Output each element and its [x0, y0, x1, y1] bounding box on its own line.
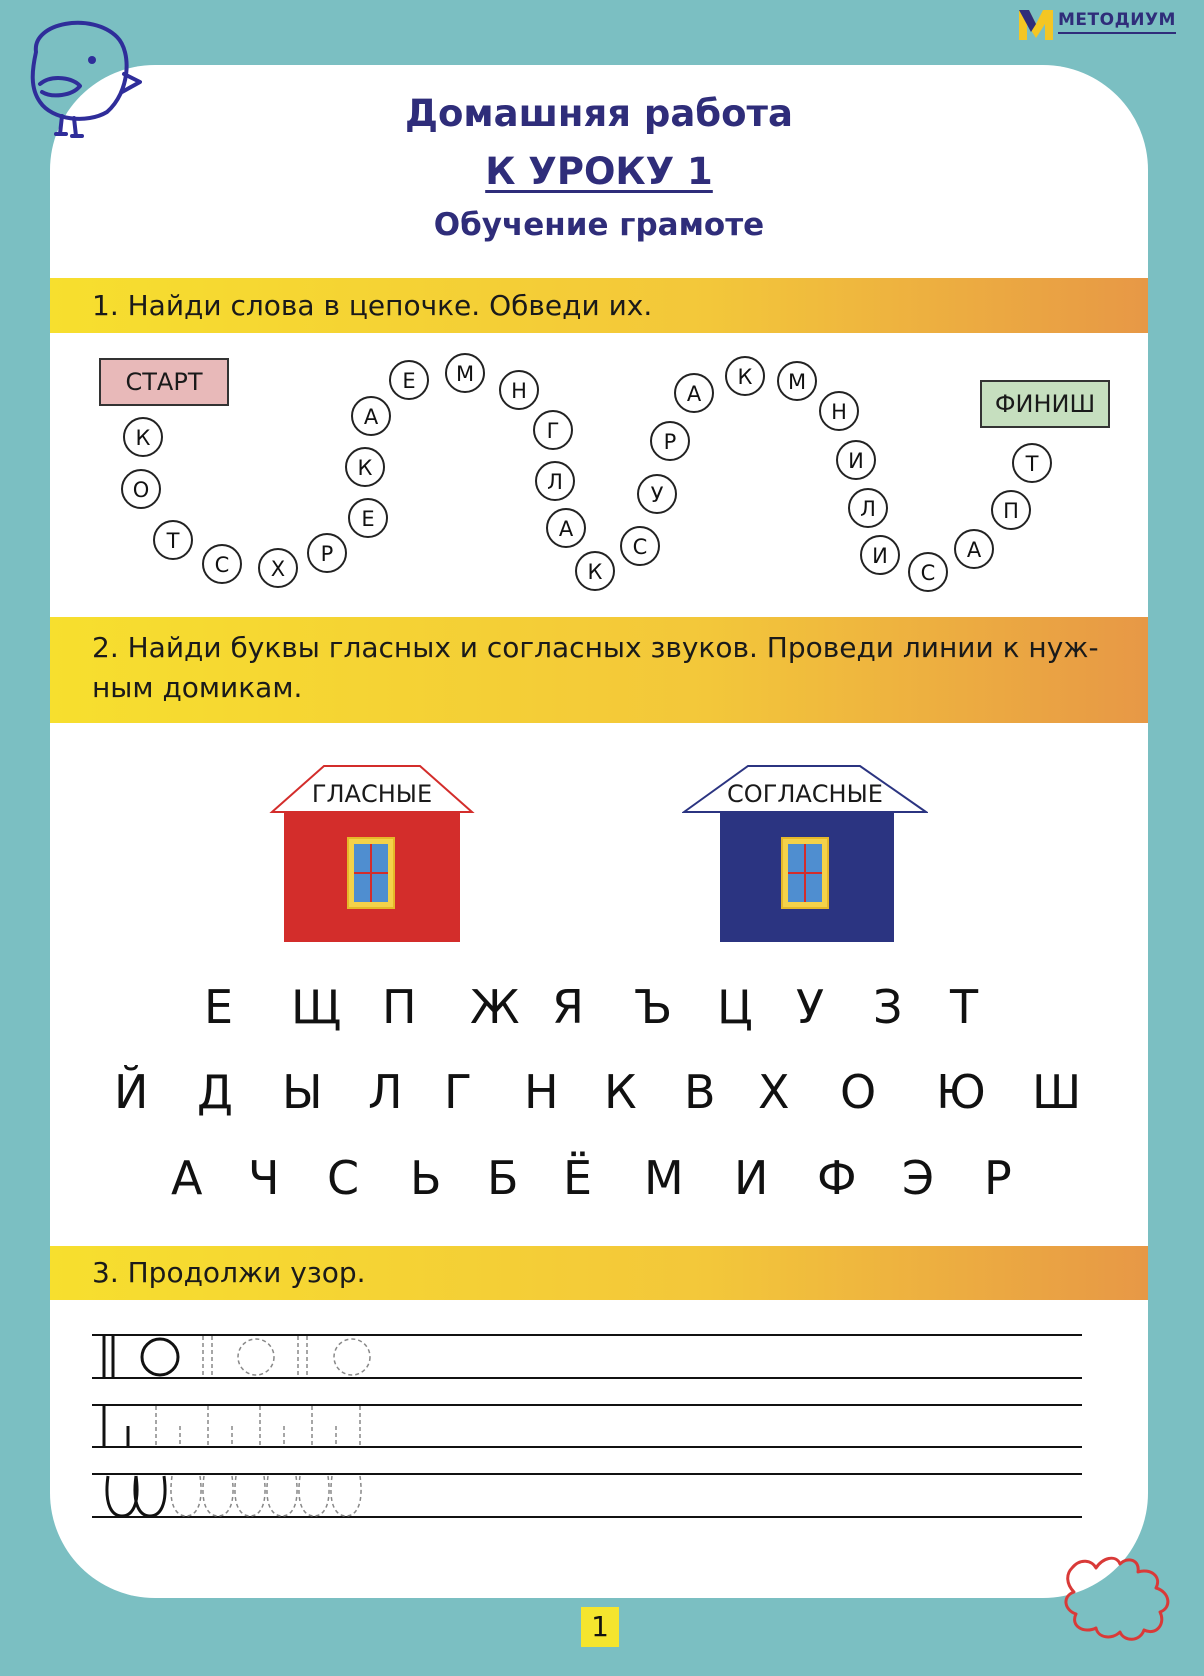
page-number: 1 [581, 1607, 619, 1647]
chain-letter: А [966, 538, 982, 562]
letter-item: Б [487, 1151, 519, 1205]
letter-item: У [796, 980, 825, 1034]
chain-letter: М [455, 362, 475, 386]
letter-item: Н [524, 1065, 559, 1119]
chain-letter: И [848, 449, 864, 473]
puzzle-icon [1062, 1548, 1178, 1644]
lesson-label: К УРОКУ 1 [485, 150, 713, 193]
chain-letter: С [632, 535, 648, 559]
chain-letter: О [132, 478, 150, 502]
chain-letter: Е [361, 507, 375, 531]
letter-item: Ы [282, 1065, 323, 1119]
letter-item: Ь [410, 1151, 442, 1205]
letter-item: Ю [936, 1065, 986, 1119]
letter-item: Х [758, 1065, 790, 1119]
chain-letter: Н [511, 379, 527, 403]
letter-item: Ц [717, 980, 753, 1034]
chain-letter: А [558, 517, 574, 541]
house-consonants-label: СОГЛАСНЫЕ [727, 780, 883, 808]
letter-item: Э [902, 1151, 935, 1205]
letter-item: Л [368, 1065, 403, 1119]
chain-letter: С [920, 561, 936, 585]
chain-letter: Н [831, 400, 847, 424]
chain-letter: К [587, 560, 603, 584]
chain-letter: М [787, 370, 807, 394]
page-title: Домашняя работа [405, 92, 793, 135]
letter-item: О [840, 1065, 877, 1119]
chain-letter: К [135, 426, 151, 450]
chain-letter: А [363, 405, 379, 429]
letter-item: Я [552, 980, 584, 1034]
chain-letter: И [872, 544, 888, 568]
letter-item: С [327, 1151, 360, 1205]
chain-letter: Х [270, 557, 286, 581]
letter-item: Ж [470, 980, 520, 1034]
start-label: СТАРТ [99, 358, 229, 406]
chain-letter: Р [663, 430, 677, 454]
task3-instruction: 3. Продолжи узор. [50, 1246, 1148, 1300]
chain-letter: А [686, 382, 702, 406]
pattern-row-2 [104, 1406, 128, 1446]
subject-heading: Обучение грамоте [433, 207, 765, 243]
house-vowels-label: ГЛАСНЫЕ [311, 780, 433, 808]
pattern-lines [0, 1300, 1204, 1530]
letter-item: Ъ [634, 980, 673, 1034]
letter-item: Е [204, 980, 234, 1034]
chain-letter: П [1003, 499, 1019, 523]
letter-item: З [873, 980, 903, 1034]
letter-chain [0, 0, 1204, 620]
letter-item: Ч [248, 1151, 280, 1205]
finish-label: ФИНИШ [980, 380, 1110, 428]
letter-item: М [644, 1151, 684, 1205]
chain-letter: Е [402, 369, 416, 393]
letter-item: Р [984, 1151, 1012, 1205]
chain-letter: Л [547, 470, 563, 494]
brand-name: МЕТОДИУМ [1058, 10, 1176, 34]
letter-item: Ё [563, 1151, 593, 1205]
chain-letter: Г [546, 419, 560, 443]
letter-item: Й [114, 1065, 149, 1119]
chain-letter: Л [860, 497, 876, 521]
task1-instruction: 1. Найди слова в цепочке. Обведи их. [50, 278, 1148, 333]
letter-item: В [684, 1065, 716, 1119]
task2-line2: ным домикам. [92, 671, 303, 704]
chain-letter: К [737, 365, 753, 389]
pattern-row-1 [104, 1336, 178, 1377]
task2-line1: 2. Найди буквы гласных и согласных звуков. Проведи линии к нуж- [92, 631, 1099, 664]
letter-item: А [171, 1151, 203, 1205]
chain-letter: К [357, 456, 373, 480]
letter-item: Ф [817, 1151, 857, 1205]
task2-instruction [50, 617, 1148, 723]
pattern-row-3 [107, 1476, 165, 1516]
chain-letter: У [650, 483, 664, 507]
letter-item: Д [197, 1065, 233, 1119]
letter-item: К [604, 1065, 637, 1119]
chain-letter: Т [1025, 452, 1039, 476]
letter-item: Ш [1032, 1065, 1082, 1119]
chain-letter: Р [320, 542, 334, 566]
letter-item: Г [444, 1065, 473, 1119]
chain-letter: С [214, 553, 230, 577]
letter-item: И [734, 1151, 769, 1205]
letter-item: Щ [291, 980, 342, 1034]
letter-item: Т [950, 980, 979, 1034]
chain-letter: Т [166, 529, 180, 553]
letter-item: П [382, 980, 417, 1034]
